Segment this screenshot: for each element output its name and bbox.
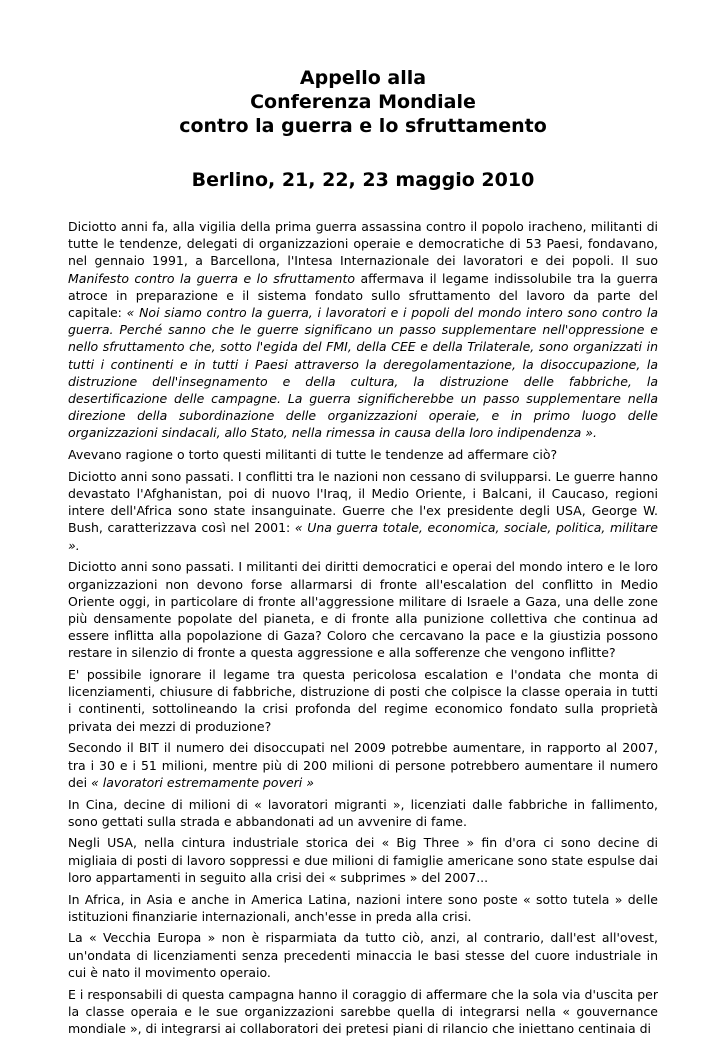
paragraph-text: Negli USA, nella cintura industriale storica dei « Big Three » fin d'ora ci sono decine di migliaia di posti di lavoro soppressi e due milioni di famiglie americane sono state espulse dai loro appartamenti in seguito alla crisi dei « subprimes » del 2007... <box>68 835 658 885</box>
paragraph-text: E' possibile ignorare il legame tra questa pericolosa escalation e l'ondata che monta di licenziamenti, chiusure di fabbriche, distruzione di posti che colpisce la classe operaia in tutti i continenti, sottolineando la crisi profonda del regime economico fondato sulla proprietà privata dei mezzi di produzione? <box>68 667 658 734</box>
body-paragraph <box>68 739 658 791</box>
paragraph-text: In Cina, decine di milioni di « lavoratori migranti », licenziati dalle fabbriche in fallimento, sono gettati sulla strada e abbandonati ad un avvenire di fame. <box>68 796 658 829</box>
document-body <box>68 218 658 1042</box>
paragraph-text: Diciotto anni fa, alla vigilia della prima guerra assassina contro il popolo iracheno, militanti di tutte le tendenze, delegati di organizzazioni operaie e democratiche di 53 Paesi, fondavano, nel gennaio 1991, a Barcellona, l'Intesa Internazionale dei lavoratori e dei popoli. Il suo <box>68 219 658 269</box>
paragraph-text: La « Vecchia Europa » non è risparmiata da tutto ciò, anzi, al contrario, dall'est all'ovest, un'ondata di licenziamenti senza precedenti minaccia le basi stesse del cuore industriale in cui è nato il movimento operaio. <box>68 930 658 980</box>
paragraph-text: Diciotto anni sono passati. I militanti dei diritti democratici e operai del mondo intero e le loro organizzazioni non devono forse allarmarsi di fronte all'escalation del conflitto in Medio Oriente oggi, in particolare di fronte all'aggressione militare di Israele a Gaza, una delle zone più densamente popolate del pianeta, e di fronte alla punizione collettiva che continua ad essere inflitta alla popolazione di Gaza? Coloro che cercavano la pace e la giustizia possono restare in silenzio di fronte a questa aggressione e alla sofferenze che vengono inflitte? <box>68 559 658 661</box>
document-subtitle-date: Berlino, 21, 22, 23 maggio 2010 <box>191 169 535 191</box>
body-paragraph <box>68 796 658 830</box>
body-paragraph <box>68 558 658 661</box>
body-paragraph <box>68 446 658 463</box>
italic-quote-text: « Una guerra totale, economica, sociale, politica, militare ». <box>68 520 658 553</box>
paragraph-text: Diciotto anni sono passati. I conflitti tra le nazioni non cessano di svilupparsi. Le guerre hanno devastato l'Afghanistan, poi di nuovo l'Iraq, il Medio Oriente, i Balcani, il Caucaso, regioni intere dell'Africa sono state insanguinate. Guerre che l'ex presidente degli USA, George W. Bush, caratterizzava così nel 2001: <box>68 468 658 536</box>
paragraph-text: Secondo il BIT il numero dei disoccupati nel 2009 potrebbe aumentare, in rapporto al 2007, tra i 30 e i 51 milioni, mentre più di 200 milioni di persone potrebbero aumentare il numero dei <box>68 740 658 790</box>
title-line: Appello alla <box>299 67 427 89</box>
document-title-block <box>68 66 658 192</box>
body-paragraph <box>68 666 658 735</box>
body-paragraph <box>68 986 658 1038</box>
italic-quote-text: « Noi siamo contro la guerra, i lavoratori e i popoli del mondo intero sono contro la guerra. Perché sanno che le guerre significano un passo supplementare nell'oppressione e nello sfruttamento che, sotto l'egida del FMI, della CEE e della Trilaterale, sono organizzati in tutti i continenti e in tutti i Paesi attraverso la deregolamentazione, la disoccupazione, la distruzione dell'insegnamento e della cultura, la distruzione delle fabbriche, la desertificazione delle campagne. La guerra significherebbe un passo supplementare nella direzione della subordinazione delle organizzazioni operaie, e in primo luogo delle organizzazioni sindacali, allo Stato, nella rimessa in causa della loro indipendenza ». <box>68 305 658 441</box>
body-paragraph <box>68 218 658 442</box>
italic-quote-text: Manifesto contro la guerra e lo sfruttamento <box>68 270 355 286</box>
paragraph-text: E i responsabili di questa campagna hanno il coraggio di affermare che la sola via d'uscita per la classe operaia e le sue organizzazioni sarebbe quella di integrarsi nella « gouvernance mondiale », di integrarsi ai collaboratori dei pretesi piani di rilancio che iniettano centinaia di <box>68 986 658 1036</box>
title-line: Conferenza Mondiale <box>250 91 476 113</box>
paragraph-text: Avevano ragione o torto questi militanti di tutte le tendenze ad affermare ciò? <box>68 447 558 463</box>
italic-quote-text: « lavoratori estremamente poveri » <box>91 774 314 790</box>
paragraph-text: In Africa, in Asia e anche in America Latina, nazioni intere sono poste « sotto tutela » delle istituzioni finanziarie internazionali, anch'esse in preda alla crisi. <box>68 891 658 924</box>
body-paragraph <box>68 891 658 925</box>
body-paragraph <box>68 929 658 981</box>
body-paragraph <box>68 834 658 886</box>
title-line: contro la guerra e lo sfruttamento <box>179 115 547 137</box>
body-paragraph <box>68 468 658 554</box>
paragraph-text: affermava il legame indissolubile tra la guerra atroce in preparazione e il sistema fondato sullo sfruttamento del lavoro da parte del capitale: <box>68 270 658 321</box>
